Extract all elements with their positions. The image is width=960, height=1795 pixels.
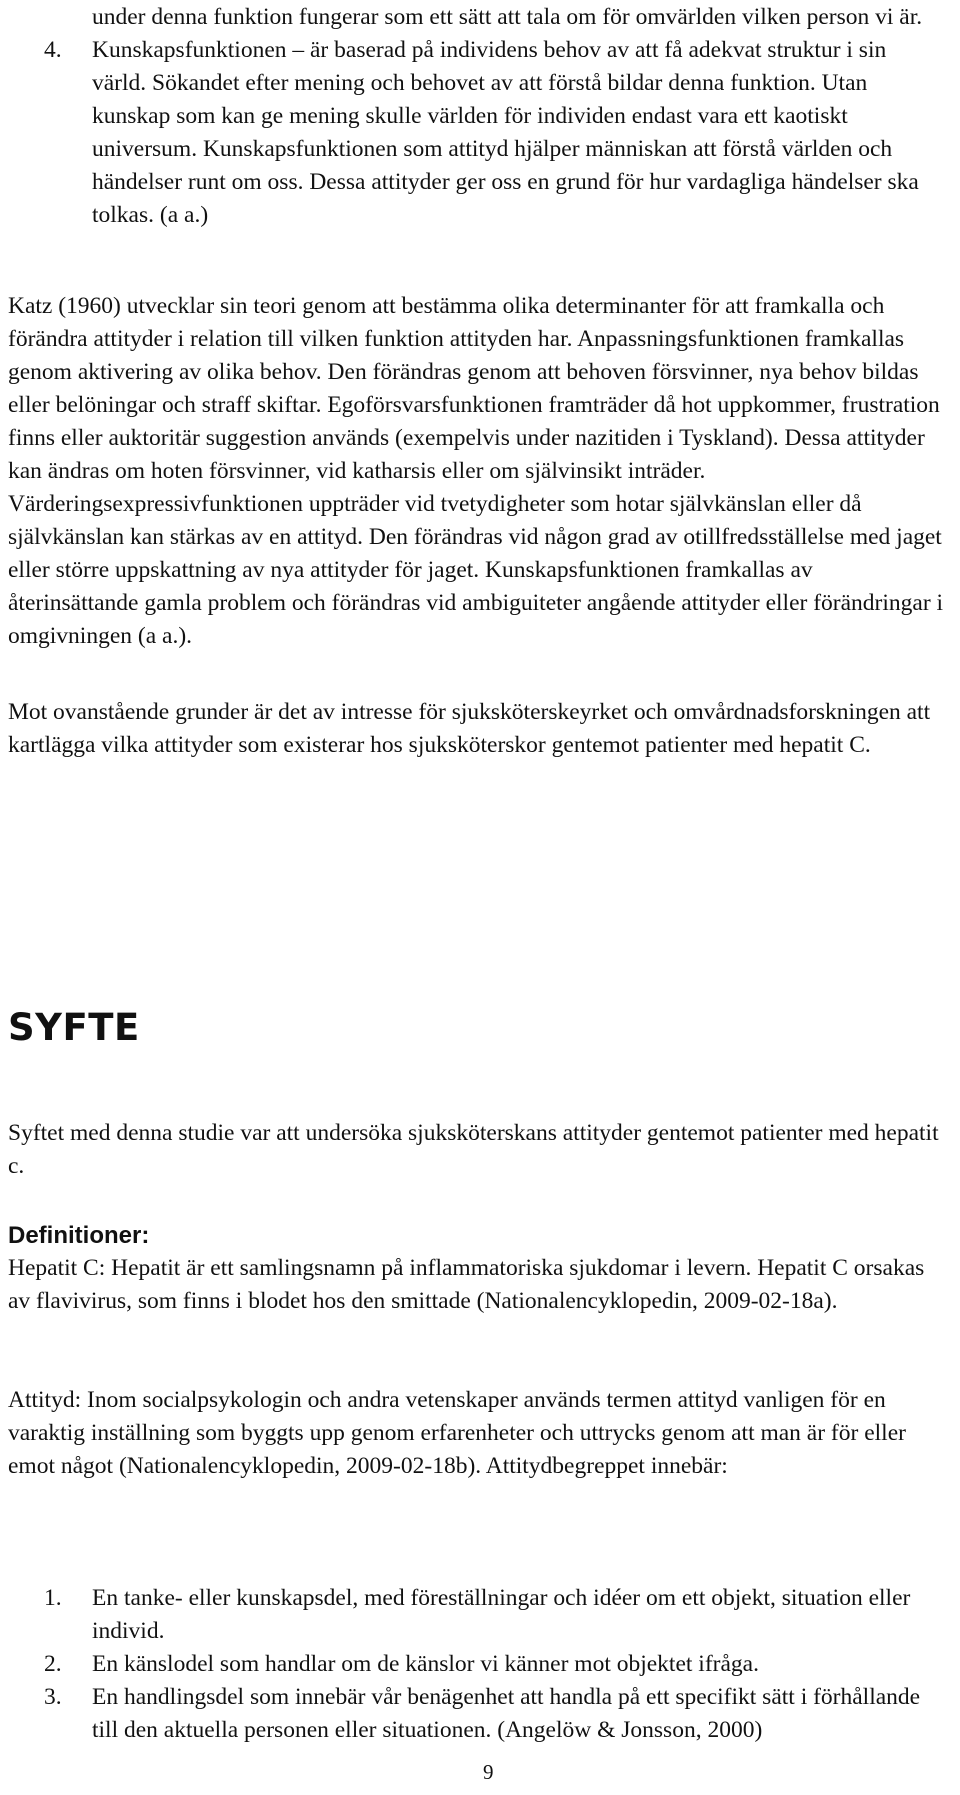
list-item-4-number: 4. [44, 37, 62, 63]
list-item [8, 1582, 948, 1648]
list-item-number: 1. [44, 1585, 62, 1611]
list-item [8, 1681, 948, 1747]
attitude-components-list [8, 1582, 948, 1747]
syfte-heading: SYFTE [8, 1006, 140, 1049]
list-item [8, 1648, 948, 1681]
list-item-number: 2. [44, 1651, 62, 1677]
syfte-paragraph: Syftet med denna studie var att undersöka sjuksköterskans attityder gentemot patienter med hepatit c. [8, 1120, 939, 1179]
list-item-4-text: Kunskapsfunktionen – är baserad på individens behov av att få adekvat struktur i sin värld. Sökandet efter mening och behovet av att förstå bildar denna funktion. Utan kunskap som kan ge mening skulle världen för individen endast vara ett kaotiskt universum. Kunskapsfunktionen som attityd hjälper människan att förstå världen och händelser runt om oss. Dessa attityder ger oss en grund för hur vardagliga händelser ska tolkas. (a a.) [92, 37, 919, 228]
list-item-number: 3. [44, 1684, 62, 1710]
katz-paragraph: Katz (1960) utvecklar sin teori genom att bestämma olika determinanter för att framkalla och förändra attityder i relation till vilken funktion attityden har. Anpassningsfunktionen framkallas genom aktivering av olika behov. Den förändras genom att behoven försvinner, nya behov bildas eller belöningar och straff skiftar. Egoförsvarsfunktionen framträder då hot uppkommer, frustration finns eller auktoritär suggestion används (exempelvis under nazitiden i Tyskland). Dessa attityder kan ändras om hoten försvinner, vid katharsis eller om självinsikt inträder. Värderingsexpressivfunktionen uppträder vid tvetydigheter som hotar självkänslan eller då självkänslan kan stärkas av en attityd. Den förändras vid någon grad av otillfredsställelse med jaget eller större uppskattning av nya attityder för jaget. Kunskapsfunktionen framkallas av återinsättande gamla problem och förändras vid ambiguiteter angående attityder eller förändringar i omgivningen (a a.). [8, 293, 944, 649]
list-item-text: En tanke- eller kunskapsdel, med föreställningar och idéer om ett objekt, situation eller individ. [92, 1585, 911, 1644]
hepatit-definition: Hepatit C: Hepatit är ett samlingsnamn på inflammatoriska sjukdomar i levern. Hepatit C orsakas av flavivirus, som finns i blodet hos den smittade (Nationalencyklopedin, 2009-02-18a). [8, 1255, 925, 1314]
page-number: 9 [483, 1760, 494, 1784]
motivation-paragraph: Mot ovanstående grunder är det av intresse för sjuksköterskeyrket och omvårdnadsforskningen att kartlägga vilka attityder som existerar hos sjuksköterskor gentemot patienter med hepatit C. [8, 699, 931, 758]
list-item-text: En känslodel som handlar om de känslor vi känner mot objektet ifråga. [92, 1651, 759, 1677]
attityd-definition: Attityd: Inom socialpsykologin och andra vetenskaper används termen attityd vanligen för en varaktig inställning som byggts upp genom erfarenheter och uttrycks genom att man är för eller emot något (Nationalencyklopedin, 2009-02-18b). Attitydbegreppet innebär: [8, 1387, 906, 1479]
definitions-heading: Definitioner: [8, 1222, 150, 1249]
continuation-paragraph: under denna funktion fungerar som ett sätt att tala om för omvärlden vilken person vi är. [92, 4, 923, 30]
list-item-text: En handlingsdel som innebär vår benägenhet att handla på ett specifikt sätt i förhållande till den aktuella personen eller situationen. (Angelöw & Jonsson, 2000) [92, 1684, 921, 1743]
